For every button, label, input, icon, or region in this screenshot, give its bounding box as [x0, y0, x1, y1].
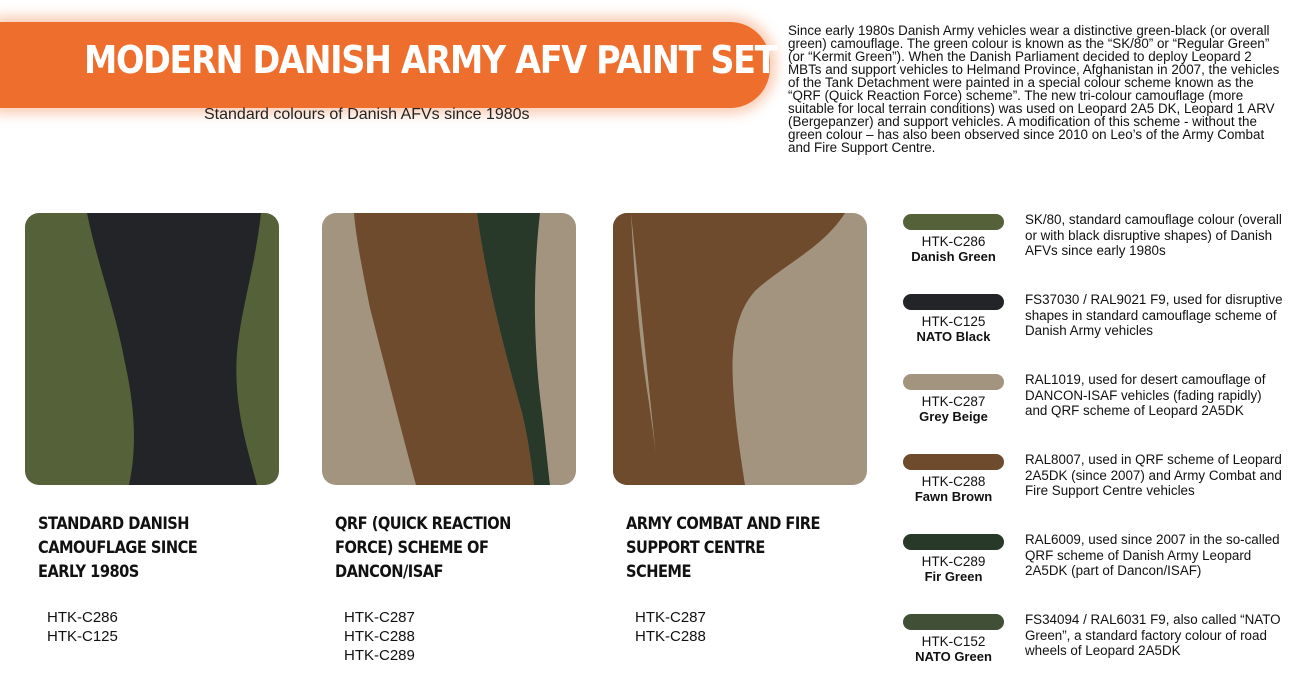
- legend-item-nato-black: [903, 290, 1293, 370]
- scheme-code: HTK-C287: [344, 609, 415, 626]
- legend-item-fir-green: [903, 530, 1293, 610]
- colour-description: RAL8007, used in QRF scheme of Leopard 2A5DK (since 2007) and Army Combat and Fire Support Centre vehicles: [1025, 452, 1282, 498]
- colour-code: HTK-C286: [921, 234, 986, 249]
- scheme-codes-qrf: [344, 608, 415, 665]
- colour-description: FS37030 / RAL9021 F9, used for disruptive shapes in standard camouflage scheme of Danish Army vehicles: [1025, 292, 1283, 338]
- colour-description: RAL6009, used since 2007 in the so-called QRF scheme of Danish Army Leopard 2A5DK (part of Dancon/ISAF): [1025, 532, 1280, 578]
- colour-chip: [903, 614, 1004, 630]
- intro-text: Since early 1980s Danish Army vehicles wear a distinctive green-black (or overall green) camouflage. The green colour is known as the “SK/80” or “Regular Green” (or “Kermit Green”). When the Danish Parliament decided to deploy Leopard 2 MBTs and support vehicles to Helmand Province, Afghanistan in 2007, the vehicles of the Tank Detachment were painted in a special colour scheme known as the “QRF (Quick Reaction Force) scheme”. The new tri-colour camouflage (more suitable for local terrain conditions) was used on Leopard 2A5 DK, Leopard 1 ARV (Bergepanzer) and support vehicles. A modification of this scheme - without the green colour – has also been observed since 2010 on Leo’s of the Army Combat and Fire Support Centre.: [788, 23, 1280, 155]
- colour-code: HTK-C287: [921, 394, 986, 409]
- legend-item-grey-beige: [903, 370, 1293, 450]
- colour-code: HTK-C288: [921, 474, 986, 489]
- scheme-swatch-standard: [25, 213, 279, 485]
- colour-name: NATO Black: [916, 329, 991, 344]
- legend-item-nato-green: [903, 610, 1293, 690]
- colour-legend: [903, 210, 1293, 690]
- scheme-title-combat-centre: ARMY COMBAT AND FIRE SUPPORT CENTRE SCHEME: [626, 514, 821, 582]
- colour-description: RAL1019, used for desert camouflage of DANCON-ISAF vehicles (fading rapidly) and QRF scheme of Leopard 2A5DK: [1025, 372, 1266, 418]
- scheme-swatch-qrf: [322, 213, 576, 485]
- colour-name: NATO Green: [915, 649, 992, 664]
- scheme-codes-combat-centre: [635, 608, 706, 646]
- scheme-code: HTK-C288: [344, 628, 415, 645]
- colour-code: HTK-C152: [921, 634, 986, 649]
- legend-item-fawn-brown: [903, 450, 1293, 530]
- colour-name: Fir Green: [924, 569, 983, 584]
- colour-description: SK/80, standard camouflage colour (overall or with black disruptive shapes) of Danish AFVs since early 1980s: [1025, 212, 1282, 258]
- colour-code: HTK-C125: [921, 314, 986, 329]
- scheme-code: HTK-C287: [635, 609, 706, 626]
- scheme-code: HTK-C125: [47, 628, 118, 645]
- scheme-title-standard: STANDARD DANISH CAMOUFLAGE SINCE EARLY 1980S: [38, 514, 198, 582]
- colour-chip: [903, 534, 1004, 550]
- scheme-title-qrf: QRF (QUICK REACTION FORCE) SCHEME OF DANCON/ISAF: [335, 514, 511, 582]
- colour-chip: [903, 294, 1004, 310]
- colour-chip: [903, 454, 1004, 470]
- colour-name: Danish Green: [911, 249, 996, 264]
- colour-description: FS34094 / RAL6031 F9, also called “NATO Green”, a standard factory colour of road wheels of Leopard 2A5DK: [1025, 612, 1281, 658]
- scheme-swatch-combat-centre: [613, 213, 867, 485]
- colour-chip: [903, 214, 1004, 230]
- colour-code: HTK-C289: [921, 554, 986, 569]
- colour-chip: [903, 374, 1004, 390]
- colour-name: Grey Beige: [919, 409, 988, 424]
- legend-item-danish-green: [903, 210, 1293, 290]
- page-title: MODERN DANISH ARMY AFV PAINT SET: [84, 38, 777, 82]
- scheme-code: HTK-C289: [344, 647, 415, 664]
- page-subtitle: Standard colours of Danish AFVs since 1980s: [204, 106, 530, 123]
- scheme-codes-standard: [47, 608, 118, 646]
- scheme-code: HTK-C288: [635, 628, 706, 645]
- colour-name: Fawn Brown: [914, 489, 993, 504]
- scheme-code: HTK-C286: [47, 609, 118, 626]
